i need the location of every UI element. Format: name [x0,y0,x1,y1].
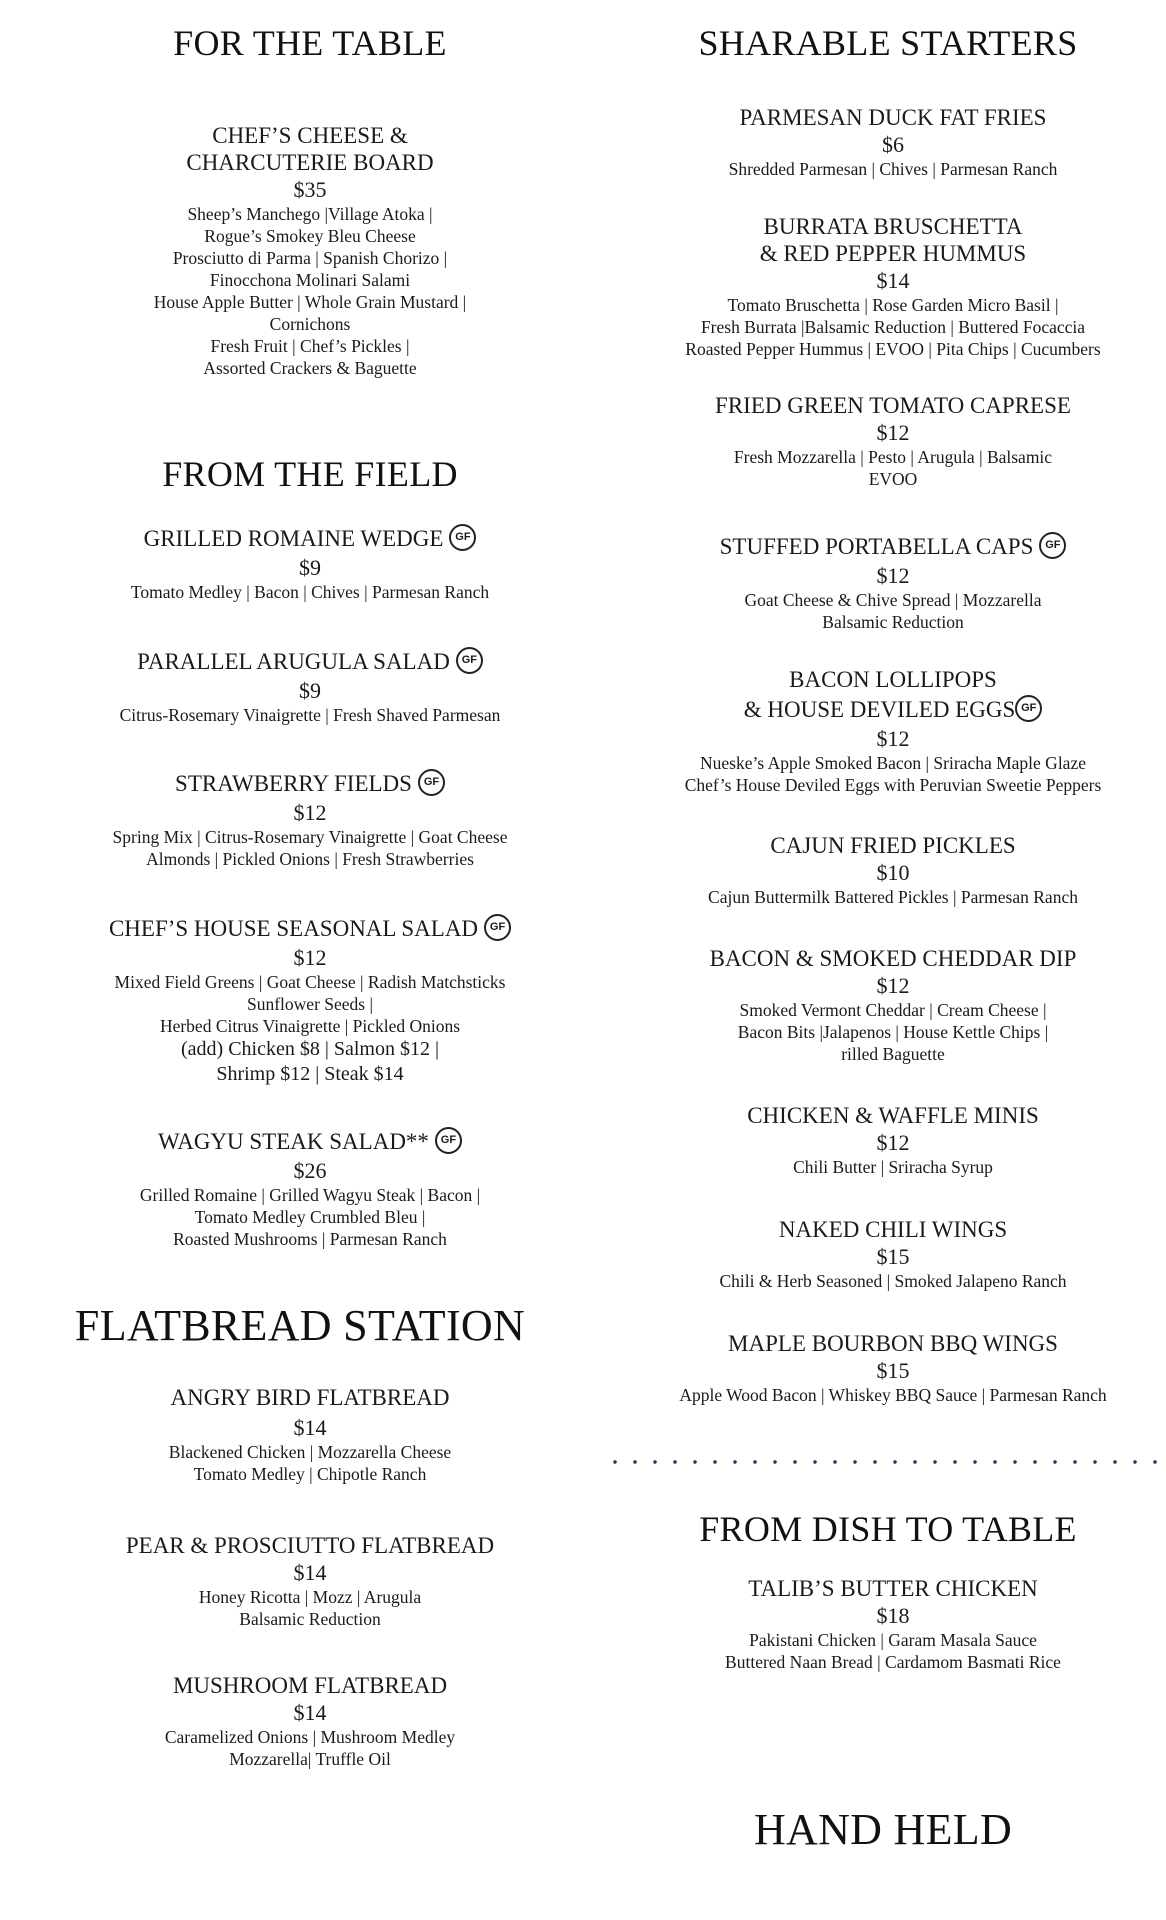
item-addons: (add) Chicken $8 | Salmon $12 | [181,1038,439,1061]
section-title-hand-held: HAND HELD [753,1805,1013,1854]
item-desc: Fresh Mozzarella | Pesto | Arugula | Balsamic [733,447,1053,467]
item-price: $12 [876,973,910,998]
menu-item-house-seasonal-salad [0,915,620,1087]
section-title-for-the-table: FOR THE TABLE [173,23,447,63]
item-price: $14 [293,1560,327,1585]
item-price: $10 [876,860,910,885]
item-name: ANGRY BIRD FLATBREAD [170,1385,450,1410]
menu-item-wagyu-steak-salad [0,1128,620,1250]
item-name: CHEF’S HOUSE SEASONAL SALAD [108,916,479,941]
item-price: $12 [876,1130,910,1155]
gluten-free-icon: GF [1015,695,1042,722]
item-name: CHICKEN & WAFFLE MINIS [747,1103,1039,1128]
item-desc: Apple Wood Bacon | Whiskey BBQ Sauce | Parmesan Ranch [679,1385,1107,1405]
item-desc: Bacon Bits |Jalapenos | House Kettle Chips | [737,1022,1049,1042]
menu-item-chicken-waffle-minis [620,1102,1166,1178]
item-desc: Tomato Medley | Bacon | Chives | Parmesan Ranch [130,582,490,603]
section-title-from-dish-to-table: FROM DISH TO TABLE [699,1509,1077,1549]
menu-item-charcuterie-board [0,122,620,379]
item-desc: Grilled Romaine | Grilled Wagyu Steak | Bacon | [139,1185,481,1206]
item-desc: Goat Cheese & Chive Spread | Mozzarella [744,590,1042,611]
item-price: $14 [293,1700,327,1725]
menu-item-green-tomato-caprese [620,392,1166,490]
item-price: $12 [876,726,910,752]
item-desc: Tomato Medley Crumbled Bleu | [194,1207,426,1228]
item-desc: Fresh Burrata |Balsamic Reduction | Buttered Focaccia [700,317,1086,337]
item-name: MUSHROOM FLATBREAD [172,1673,448,1698]
menu-item-bbq-wings [620,1330,1166,1406]
item-name: PARMESAN DUCK FAT FRIES [739,105,1047,130]
item-desc: Chili & Herb Seasoned | Smoked Jalapeno Ranch [719,1271,1067,1291]
item-desc: Tomato Bruschetta | Rose Garden Micro Basil | [727,295,1059,315]
menu-item-naked-chili-wings [620,1216,1166,1292]
item-desc: rilled Baguette [841,1044,945,1064]
item-desc: Caramelized Onions | Mushroom Medley [164,1727,456,1747]
item-desc: Herbed Citrus Vinaigrette | Pickled Onions [159,1016,461,1037]
section-title-sharable-starters: SHARABLE STARTERS [698,23,1078,63]
gluten-free-icon: GF [1039,532,1066,559]
section-title-from-the-field: FROM THE FIELD [162,454,458,494]
gluten-free-icon: GF [484,914,511,941]
item-desc: Balsamic Reduction [822,612,964,633]
item-desc: Almonds | Pickled Onions | Fresh Strawberries [146,849,474,870]
menu-item-cajun-fried-pickles [620,832,1166,908]
item-desc: House Apple Butter | Whole Grain Mustard | [153,292,467,312]
item-desc: Citrus-Rosemary Vinaigrette | Fresh Shaved Parmesan [119,705,501,726]
item-price: $18 [876,1603,910,1628]
menu-item-strawberry-fields [0,770,620,870]
item-price: $26 [293,1158,327,1184]
menu-item-bacon-lollipops [620,665,1166,796]
item-name: CHEF’S CHEESE & [212,123,408,148]
item-desc: Finocchona Molinari Salami [209,270,411,290]
gluten-free-icon: GF [449,524,476,551]
item-desc: Shredded Parmesan | Chives | Parmesan Ranch [728,159,1058,179]
item-price: $35 [293,177,327,202]
menu-item-smoked-cheddar-dip [620,945,1166,1065]
item-name: BURRATA BRUSCHETTA [763,214,1023,239]
item-price: $12 [293,800,327,826]
menu-item-pear-prosciutto-flatbread [0,1532,620,1630]
item-price: $12 [876,563,910,589]
menu-item-romaine-wedge [0,525,620,603]
item-desc: Honey Ricotta | Mozz | Arugula [198,1587,422,1607]
item-desc: Spring Mix | Citrus-Rosemary Vinaigrette | Goat Cheese [112,827,508,848]
item-desc: Sunflower Seeds | [247,994,373,1015]
item-desc: Balsamic Reduction [239,1609,381,1629]
item-name: CHARCUTERIE BOARD [186,150,434,175]
item-name: WAGYU STEAK SALAD** [158,1129,429,1154]
menu-item-duck-fat-fries [620,104,1166,180]
item-name: TALIB’S BUTTER CHICKEN [748,1576,1038,1601]
gluten-free-icon: GF [435,1127,462,1154]
item-name: NAKED CHILI WINGS [778,1217,1008,1242]
item-desc: Mixed Field Greens | Goat Cheese | Radish Matchsticks [114,972,506,993]
item-name: STUFFED PORTABELLA CAPS [719,534,1034,559]
item-name: PARALLEL ARUGULA SALAD [137,649,450,674]
gluten-free-icon: GF [456,647,483,674]
dotted-divider [605,1460,1165,1464]
item-desc: Roasted Pepper Hummus | EVOO | Pita Chips | Cucumbers [685,339,1101,359]
section-title-flatbread-station: FLATBREAD STATION [74,1301,526,1350]
item-desc: EVOO [868,469,918,489]
item-desc: Chef’s House Deviled Eggs with Peruvian Sweetie Peppers [684,775,1102,796]
item-desc: Blackened Chicken | Mozzarella Cheese [168,1442,452,1462]
item-desc: Sheep’s Manchego |Village Atoka | [187,204,433,224]
item-price: $14 [876,268,910,293]
item-name: STRAWBERRY FIELDS [175,771,412,796]
item-desc: Tomato Medley | Chipotle Ranch [193,1464,427,1484]
item-price: $15 [876,1358,910,1383]
item-price: $6 [882,132,904,157]
item-name: PEAR & PROSCIUTTO FLATBREAD [125,1533,495,1558]
menu-item-butter-chicken [620,1575,1166,1673]
item-name: & HOUSE DEVILED EGGS [743,697,1016,722]
item-name: FRIED GREEN TOMATO CAPRESE [715,393,1071,418]
item-price: $15 [876,1244,910,1269]
item-price: $12 [876,420,910,445]
item-name: CAJUN FRIED PICKLES [770,833,1016,858]
item-desc: Fresh Fruit | Chef’s Pickles | [210,336,410,356]
item-name: BACON LOLLIPOPS [789,667,997,692]
menu-item-angry-bird-flatbread [0,1384,620,1485]
item-price: $12 [293,945,327,971]
item-desc: Cornichons [269,314,351,334]
item-addons: Shrimp $12 | Steak $14 [216,1063,404,1086]
item-desc: Buttered Naan Bread | Cardamom Basmati Rice [725,1652,1061,1672]
item-name: & RED PEPPER HUMMUS [759,241,1027,266]
item-name: GRILLED ROMAINE WEDGE [143,526,444,551]
item-desc: Mozzarella| Truffle Oil [229,1749,391,1769]
menu-item-burrata-bruschetta [620,213,1166,360]
item-desc: Smoked Vermont Cheddar | Cream Cheese | [739,1000,1047,1020]
item-desc: Chili Butter | Sriracha Syrup [793,1157,993,1177]
item-price: $9 [299,555,321,581]
item-name: BACON & SMOKED CHEDDAR DIP [709,946,1077,971]
menu-item-portabella-caps [620,533,1166,633]
item-desc: Roasted Mushrooms | Parmesan Ranch [173,1229,447,1250]
item-price: $9 [299,678,321,704]
item-desc: Nueske’s Apple Smoked Bacon | Sriracha Maple Glaze [700,753,1086,774]
item-desc: Cajun Buttermilk Battered Pickles | Parmesan Ranch [708,887,1078,907]
menu-item-mushroom-flatbread [0,1672,620,1770]
menu-item-arugula-salad [0,648,620,726]
item-price: $14 [293,1415,327,1440]
item-desc: Prosciutto di Parma | Spanish Chorizo | [172,248,448,268]
item-desc: Rogue’s Smokey Bleu Cheese [204,226,416,246]
gluten-free-icon: GF [418,769,445,796]
item-desc: Pakistani Chicken | Garam Masala Sauce [749,1630,1037,1650]
item-name: MAPLE BOURBON BBQ WINGS [728,1331,1058,1356]
item-desc: Assorted Crackers & Baguette [203,358,417,378]
